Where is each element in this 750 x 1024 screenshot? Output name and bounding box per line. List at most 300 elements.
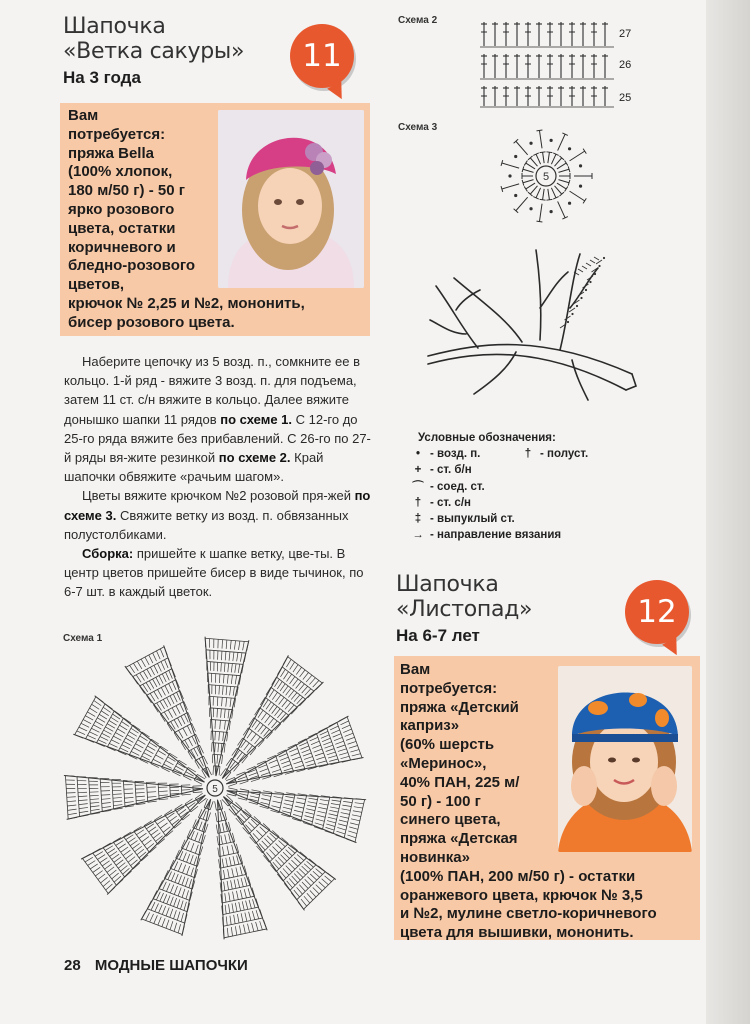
dc-stitch (142, 837, 149, 842)
dc-stitch (94, 700, 101, 705)
dc-stitch (312, 745, 320, 748)
dc-stitch (256, 910, 259, 919)
dc-stitch (219, 732, 220, 741)
dc-stitch (291, 860, 297, 866)
row-stitch (276, 755, 283, 774)
legend-label: - ст. б/н (430, 464, 472, 477)
dc-stitch (230, 640, 231, 649)
req-line: Вам (400, 661, 431, 678)
dc-stitch (85, 857, 93, 862)
flower-stitch (555, 186, 562, 194)
dc-stitch (264, 729, 270, 736)
dc-stitch (107, 867, 114, 872)
dc-stitch (250, 796, 259, 798)
dc-stitch (248, 888, 250, 897)
wedge-edge (125, 666, 209, 777)
dc-stitch (127, 735, 135, 740)
dc-stitch (231, 663, 232, 672)
dc-stitch (219, 686, 220, 695)
dc-stitch (286, 793, 295, 794)
dc-stitch (319, 882, 326, 888)
dc-stitch (101, 711, 109, 716)
dc-stitch (342, 805, 351, 806)
dc-stitch (304, 757, 313, 760)
branch-chain-dot (594, 273, 596, 275)
dc-stitch (297, 871, 303, 877)
petal-stitch-cap (536, 130, 542, 131)
dc-stitch (118, 863, 125, 869)
dc-stitch (132, 843, 139, 848)
dc-stitch (252, 923, 254, 932)
dc-stitch (219, 674, 220, 683)
dc-stitch (87, 712, 95, 717)
schema-3-flower-diagram (490, 122, 605, 237)
dc-stitch (228, 663, 229, 672)
legend-symbol-sc: + (414, 464, 422, 477)
dc-stitch (100, 737, 108, 741)
legend-label: - направление вязания (430, 529, 562, 542)
dc-stitch (158, 917, 161, 925)
flower-stitch (530, 186, 537, 194)
req-line: цвета для вышивки, мононить. (400, 924, 634, 942)
dc-stitch (90, 799, 99, 800)
flower-stitch-cap (546, 152, 552, 153)
petal-stitch (516, 197, 528, 211)
dc-stitch (149, 827, 156, 832)
dc-stitch (285, 800, 294, 802)
dc-stitch (240, 653, 242, 662)
dc-stitch (340, 816, 349, 818)
petal-stitch (558, 201, 565, 217)
dc-stitch (287, 674, 292, 681)
dc-stitch (113, 801, 122, 802)
dc-stitch (154, 691, 159, 699)
dc-stitch (102, 733, 110, 737)
req-line: (60% шерсть (400, 736, 495, 754)
legend-row (410, 495, 588, 511)
dc-stitch (293, 665, 298, 672)
branch-chain-dot (589, 281, 591, 283)
dc-stitch (349, 745, 358, 748)
twig-upper-left (454, 278, 522, 342)
dc-stitch (234, 880, 236, 889)
dc-stitch (289, 863, 295, 869)
dc-stitch (141, 855, 148, 861)
dc-stitch (109, 870, 116, 876)
dc-stitch (223, 870, 224, 879)
dc-stitch (316, 757, 325, 760)
wedge-edge (73, 734, 204, 782)
dc-stitch (82, 854, 90, 858)
dc-stitch (305, 812, 314, 814)
dc-stitch (103, 843, 111, 848)
chain-dot (568, 147, 571, 150)
emphasis-text: по схеме 2. (218, 450, 291, 466)
magazine-title: МОДНЫЕ ШАПОЧКИ (94, 957, 248, 974)
dc-stitch (118, 844, 125, 849)
dc-stitch (120, 865, 127, 871)
dc-stitch (291, 893, 297, 900)
dc-stitch (75, 735, 83, 738)
dc-stitch (343, 801, 352, 802)
dc-stitch (218, 848, 219, 857)
req-line: (100% хлопок, (68, 163, 173, 181)
twig-left (430, 286, 480, 348)
dc-stitch (315, 753, 324, 756)
dc-stitch (159, 905, 163, 913)
dc-stitch (290, 662, 295, 670)
dc-stitch (124, 741, 132, 745)
dc-stitch (319, 728, 327, 732)
row-stitch (176, 858, 198, 866)
chain-dot (514, 194, 517, 197)
dc-stitch (90, 795, 99, 796)
dc-stitch (280, 669, 285, 677)
dc-stitch (142, 911, 146, 919)
dc-stitch (177, 692, 181, 700)
dc-stitch (216, 825, 218, 834)
pattern-number-badge: 12 (625, 580, 689, 644)
dc-stitch (187, 866, 190, 874)
dc-stitch (289, 878, 295, 885)
dc-stitch (159, 676, 163, 684)
dc-stitch (316, 885, 322, 891)
dc-stitch (113, 797, 122, 798)
dc-stitch (117, 879, 124, 885)
pattern-number-badge: 11 (290, 24, 354, 88)
dc-stitch (219, 766, 220, 775)
dc-stitch (178, 718, 182, 726)
dc-stitch (325, 745, 333, 748)
dc-stitch (185, 878, 188, 887)
row-stitch (312, 796, 319, 825)
dc-stitch (296, 681, 302, 688)
req-line: новинка» (400, 848, 470, 866)
dc-stitch (233, 687, 234, 696)
dc-stitch (229, 652, 230, 661)
dc-stitch (110, 851, 117, 856)
chain-dot (529, 207, 532, 210)
dc-stitch (115, 733, 123, 737)
age-label: На 6-7 лет (396, 626, 480, 645)
petal-stitch (558, 134, 565, 150)
dc-stitch (78, 796, 87, 797)
dc-stitch (116, 860, 123, 865)
dc-stitch (245, 825, 251, 832)
row-stitch (248, 728, 264, 740)
dc-stitch (147, 669, 151, 677)
dc-stitch (153, 833, 160, 838)
dc-stitch (309, 859, 316, 865)
dc-stitch (113, 794, 122, 795)
dc-stitch (326, 824, 335, 827)
dc-stitch (170, 897, 173, 905)
dc-stitch (261, 713, 266, 720)
chain-dot (579, 185, 582, 188)
page-number: 28 (64, 957, 81, 974)
dc-stitch (291, 693, 297, 700)
dc-stitch (352, 754, 361, 756)
title-line-1: Шапочка (63, 14, 166, 39)
schema-1-diagram (58, 632, 378, 952)
dc-stitch (228, 869, 230, 878)
dc-stitch (224, 709, 225, 718)
emphasis-text: по схеме 3. (64, 488, 371, 523)
dc-stitch (269, 849, 275, 856)
dc-stitch (222, 697, 223, 706)
flower-stitch (557, 163, 566, 169)
title-line-2: «Ветка сакуры» (63, 39, 245, 64)
page-footer (64, 957, 248, 974)
dc-stitch (314, 749, 322, 752)
dc-stitch (217, 836, 218, 845)
dc-stitch (271, 806, 280, 808)
dc-stitch (347, 835, 356, 838)
dc-stitch (272, 706, 277, 713)
dc-stitch (269, 760, 277, 763)
dc-stitch (174, 886, 177, 894)
twig-center (536, 250, 568, 340)
instruction-paragraph-3: Сборка: пришейте к шапке ветку, цве-ты. В центр цветов пришейте бисер в виде тычинок, по 6-7 шт. в каждый цветок. (64, 546, 364, 600)
dc-stitch (318, 866, 325, 872)
dc-stitch (170, 696, 174, 704)
dc-stitch (329, 722, 337, 726)
dc-stitch (165, 660, 169, 668)
dc-stitch (189, 879, 192, 888)
dc-stitch (243, 925, 245, 934)
row-stitch (159, 888, 190, 900)
dc-stitch (304, 819, 313, 822)
dc-stitch (277, 681, 282, 688)
dc-stitch (219, 824, 221, 833)
dc-stitch (277, 874, 283, 881)
chain-dot (508, 174, 511, 177)
dc-stitch (248, 924, 250, 933)
dc-stitch (232, 868, 234, 877)
dc-stitch (137, 661, 142, 669)
dc-stitch (135, 846, 142, 851)
dc-stitch (303, 753, 311, 756)
dc-stitch (133, 748, 141, 752)
row-number-27: 27 (619, 28, 632, 40)
dc-stitch (107, 849, 115, 854)
dc-stitch (210, 801, 213, 809)
dc-stitch (274, 796, 283, 798)
dc-stitch (156, 677, 160, 685)
dc-stitch (283, 686, 288, 693)
legend-symbol-half-stitch: † (524, 448, 532, 461)
dc-stitch (284, 768, 293, 771)
dc-stitch (341, 756, 350, 758)
dc-stitch (293, 679, 298, 686)
dc-stitch (239, 925, 241, 934)
flower-stitch (523, 169, 534, 172)
dc-stitch (156, 755, 164, 759)
dc-stitch (298, 902, 304, 909)
petal-stitch (539, 204, 542, 222)
dc-stitch (146, 683, 151, 691)
dc-stitch (217, 708, 218, 717)
dc-stitch (91, 809, 100, 810)
dc-stitch (220, 720, 221, 729)
dc-stitch (224, 721, 225, 730)
dc-stitch (219, 871, 220, 880)
dc-stitch (261, 798, 270, 800)
dc-stitch (248, 822, 254, 828)
dc-stitch (260, 769, 268, 772)
dc-stitch (95, 852, 103, 857)
dc-stitch (283, 852, 289, 858)
flower-stitch-cap (540, 152, 546, 153)
dc-stitch (228, 784, 237, 787)
dc-stitch (239, 641, 240, 650)
dc-stitch (79, 727, 87, 731)
dc-stitch (171, 873, 175, 881)
dc-stitch (154, 665, 158, 673)
dc-stitch (286, 659, 291, 667)
dc-stitch (237, 914, 239, 923)
dc-stitch (145, 657, 149, 665)
row-stitch (126, 647, 164, 668)
flower-stitch (551, 154, 556, 164)
dc-stitch (339, 717, 347, 721)
branch-stitch (582, 266, 587, 269)
dc-stitch (147, 901, 151, 909)
dc-stitch (130, 841, 137, 846)
row-stitch (107, 718, 123, 747)
dc-stitch (229, 892, 230, 901)
title-sakura (63, 14, 244, 88)
dc-stitch (138, 740, 146, 745)
dc-stitch (177, 899, 180, 908)
dc-stitch (175, 874, 178, 882)
dc-stitch (266, 702, 271, 709)
dc-stitch (329, 814, 338, 816)
dc-stitch (261, 773, 270, 776)
dc-stitch (163, 894, 167, 902)
chain-dot (568, 202, 571, 205)
dc-stitch (155, 903, 159, 911)
dc-stitch (304, 896, 310, 903)
req-line: пряжа Bella (68, 144, 154, 162)
dc-stitch (269, 704, 274, 711)
dc-stitch (299, 684, 305, 691)
dc-stitch (301, 899, 307, 906)
dc-stitch (350, 823, 359, 825)
dc-stitch (124, 797, 133, 798)
dc-stitch (291, 753, 299, 756)
dc-stitch (244, 743, 249, 750)
dc-stitch (125, 802, 134, 803)
dc-stitch (140, 686, 145, 694)
dc-stitch (178, 875, 181, 883)
dc-stitch (124, 718, 131, 723)
dc-stitch (154, 915, 158, 923)
dc-stitch (158, 689, 162, 697)
legend-symbol-slip: ⌒ (412, 480, 424, 493)
dc-stitch (336, 835, 345, 838)
dc-stitch (322, 738, 330, 741)
dc-stitch (186, 890, 189, 899)
req-line: крючок № 2,25 и №2, мононить, (68, 294, 305, 312)
dc-stitch (199, 834, 202, 842)
legend-label: - полуст. (540, 448, 589, 461)
dc-stitch (275, 860, 281, 867)
dc-stitch (147, 792, 156, 793)
dc-stitch (262, 841, 268, 848)
dc-stitch (181, 913, 183, 922)
dc-stitch (83, 720, 91, 724)
dc-stitch (231, 675, 232, 684)
dc-stitch (342, 725, 350, 729)
dc-stitch (93, 848, 101, 853)
dc-stitch (239, 902, 241, 911)
dc-stitch (338, 824, 347, 826)
dc-stitch (199, 822, 202, 830)
branch-chain-dot (567, 321, 569, 323)
dc-stitch (215, 813, 217, 822)
branch-chain-dot (576, 305, 578, 307)
dc-stitch (79, 804, 88, 805)
dc-stitch (93, 867, 100, 872)
dc-stitch (222, 755, 223, 764)
dc-stitch (67, 797, 76, 798)
dc-stitch (125, 738, 133, 742)
dc-stitch (299, 885, 305, 892)
dc-stitch (144, 840, 151, 846)
dc-stitch (136, 796, 145, 797)
dc-stitch (180, 704, 184, 712)
dc-stitch (237, 652, 238, 661)
branch-chain-dot (571, 313, 573, 315)
dc-stitch (283, 765, 292, 768)
dc-stitch (272, 769, 281, 772)
legend-row (410, 479, 588, 495)
dc-stitch (295, 806, 304, 808)
dc-stitch (221, 835, 223, 844)
dc-stitch (79, 811, 88, 812)
chain-dot (514, 155, 517, 158)
dc-stitch (167, 698, 171, 706)
dc-stitch (333, 734, 341, 737)
dc-stitch (182, 865, 185, 873)
dc-stitch (316, 683, 322, 689)
dc-stitch (227, 928, 228, 937)
dc-stitch (294, 761, 303, 764)
dc-stitch (100, 858, 107, 863)
dc-stitch (231, 927, 232, 936)
dc-stitch (297, 798, 306, 800)
dc-stitch (349, 827, 358, 829)
dc-stitch (353, 811, 362, 813)
dc-stitch (105, 704, 112, 709)
dc-stitch (229, 834, 231, 843)
dc-stitch (268, 718, 274, 725)
dc-stitch (272, 692, 277, 699)
dc-stitch (218, 743, 219, 752)
legend-label: - возд. п. (430, 448, 481, 461)
dc-stitch (283, 807, 292, 809)
branch-stitch (596, 260, 602, 264)
dc-stitch (90, 864, 98, 869)
req-line: цвета, остатки (68, 219, 176, 237)
dc-stitch (295, 765, 304, 768)
dc-stitch (197, 774, 205, 779)
dc-stitch (101, 877, 108, 883)
dc-stitch (117, 729, 125, 734)
dc-stitch (169, 684, 173, 692)
dc-stitch (160, 649, 163, 657)
